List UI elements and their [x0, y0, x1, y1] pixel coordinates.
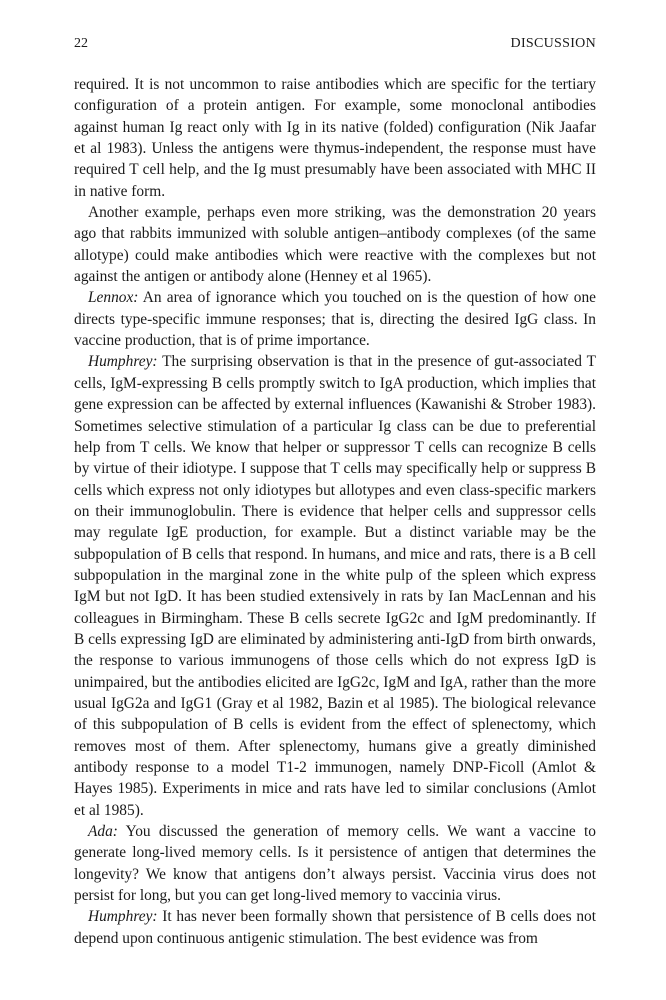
page-number: 22	[74, 36, 88, 51]
paragraph-text: It has never been formally shown that persistence of B cells does not depend upon continuous antigenic stimulation. The best evidence was from	[74, 908, 596, 947]
speaker-name: Humphrey:	[88, 908, 158, 926]
paragraph	[74, 287, 596, 351]
paragraph-text: Another example, perhaps even more striking, was the demonstration 20 years ago that rabbits immunized with soluble antigen–antibody complexes (of the same allotype) could make antibodies which were reactive with the complexes but not against the antigen or antibody alone (Henney et al 1965).	[74, 204, 596, 286]
speaker-name: Ada:	[88, 823, 118, 841]
speaker-name: Humphrey:	[88, 353, 158, 371]
paragraph	[74, 74, 596, 202]
paragraph	[74, 821, 596, 906]
paragraph	[74, 351, 596, 821]
speaker-name: Lennox:	[88, 289, 139, 307]
paragraph-text: You discussed the generation of memory cells. We want a vaccine to generate long-lived memory cells. Is it persistence of antigen that determines the longevity? We know that antigens don’t always persist. Vaccinia virus does not persist for long, but you can get long-lived memory to vaccinia virus.	[74, 823, 596, 905]
running-head	[74, 34, 596, 54]
paragraph	[74, 906, 596, 949]
paragraph-text: An area of ignorance which you touched on is the question of how one directs type-specific immune responses; that is, directing the desired IgG class. In vaccine production, that is of prime importance.	[74, 289, 596, 350]
paragraph-text: required. It is not uncommon to raise antibodies which are specific for the tertiary configuration of a protein antigen. For example, some monoclonal antibodies against human Ig react only with Ig in its native (folded) configuration (Nik Jaafar et al 1983). Unless the antigens were thymus-independent, the response must have required T cell help, and the Ig must presumably have been associated with MHC II in native form.	[74, 76, 596, 200]
paragraph-text: The surprising observation is that in the presence of gut-associated T cells, IgM-expressing B cells promptly switch to IgA production, which implies that gene expression can be affected by external influences (Kawanishi & Strober 1983). Sometimes selective stimulation of a particular Ig class can be due to preferential help from T cells. We know that helper or suppressor T cells can recognize B cells by virtue of their idiotype. I suppose that T cells may specifically help or suppress B cells which express not only idiotypes but allotypes and even class-specific markers on their immunoglobulin. There is evidence that helper cells and suppressor cells may regulate IgE production, for example. But a distinct variable may be the subpopulation of B cells that respond. In humans, and mice and rats, there is a B cell subpopulation in the marginal zone in the white pulp of the spleen which express IgM but not IgD. It has been studied extensively in rats by Ian MacLennan and his colleagues in Birmingham. These B cells secrete IgG2c and IgM predominantly. If B cells expressing IgD are eliminated by administering anti-IgD from birth onwards, the response to various immunogens of those cells which do not express IgD is unimpaired, but the antibodies elicited are IgG2c, IgM and IgA, rather than the more usual IgG2a and IgG1 (Gray et al 1982, Bazin et al 1985). The biological relevance of this subpopulation of B cells is evident from the effect of splenectomy, which removes most of them. After splenectomy, humans give a greatly diminished antibody response to a model T1-2 immunogen, namely DNP-Ficoll (Amlot & Hayes 1985). Experiments in mice and rats have led to similar conclusions (Amlot et al 1985).	[74, 353, 596, 819]
paragraph	[74, 202, 596, 287]
body-text	[74, 74, 596, 949]
section-title: DISCUSSION	[510, 36, 596, 51]
